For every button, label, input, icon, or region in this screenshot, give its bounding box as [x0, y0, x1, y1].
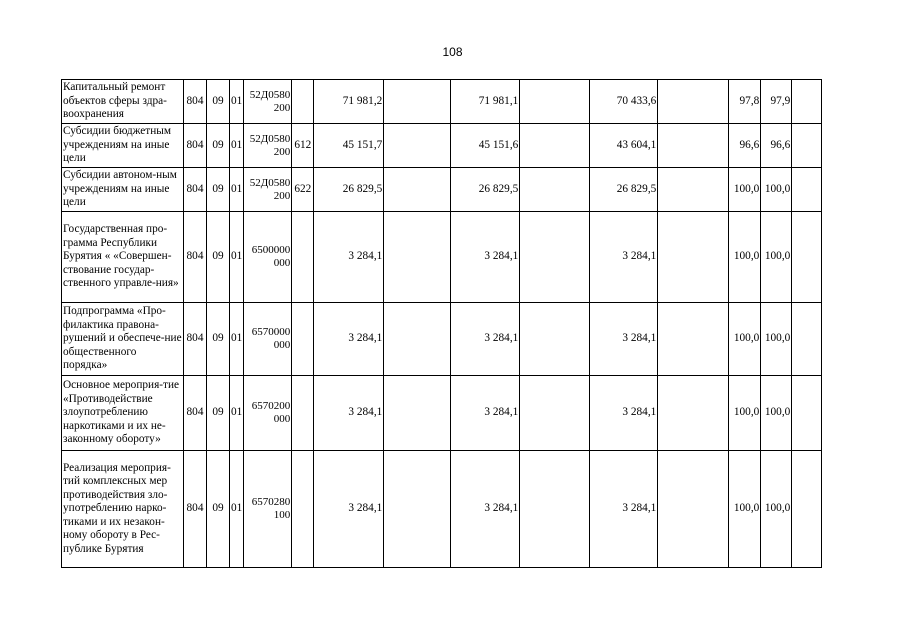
empty-cell [792, 124, 822, 168]
row-name-cell: Капитальный ремонт объектов сферы здра-воохранения [62, 80, 184, 124]
empty-cell [792, 451, 822, 568]
executed-amount-cell: 3 284,1 [590, 303, 658, 376]
row-name-cell: Субсидии бюджетным учреждениям на иные цели [62, 124, 184, 168]
empty-cell [792, 376, 822, 451]
target-article-cell: 52Д0580 200 [244, 80, 292, 124]
approved-amount-cell: 3 284,1 [314, 303, 384, 376]
table-row [62, 168, 822, 212]
subsection-code-cell: 01 [230, 451, 244, 568]
gr-code-cell: 804 [184, 124, 207, 168]
empty-cell [792, 168, 822, 212]
empty-cell [520, 124, 590, 168]
expense-type-cell [292, 303, 314, 376]
executed-amount-cell: 3 284,1 [590, 212, 658, 303]
empty-cell [520, 168, 590, 212]
section-code-cell: 09 [207, 303, 230, 376]
empty-cell [792, 80, 822, 124]
page-number: 108 [442, 45, 463, 59]
percent-approved-cell: 100,0 [729, 168, 761, 212]
row-name-cell: Субсидии автоном-ным учреждениям на иные цели [62, 168, 184, 212]
approved-amount-cell: 45 151,7 [314, 124, 384, 168]
table-row [62, 124, 822, 168]
target-article-cell: 6570280 100 [244, 451, 292, 568]
executed-amount-cell: 70 433,6 [590, 80, 658, 124]
refined-amount-cell: 26 829,5 [451, 168, 520, 212]
row-name-cell: Государственная про-грамма Республики Бурятия « «Совершен-ствование государ-ственного управле-ния» [62, 212, 184, 303]
subsection-code-cell: 01 [230, 303, 244, 376]
executed-amount-cell: 43 604,1 [590, 124, 658, 168]
subsection-code-cell: 01 [230, 376, 244, 451]
target-article-cell: 52Д0580 200 [244, 124, 292, 168]
empty-cell [658, 376, 729, 451]
subsection-code-cell: 01 [230, 124, 244, 168]
empty-cell [384, 376, 451, 451]
percent-refined-cell: 100,0 [761, 212, 792, 303]
empty-cell [792, 212, 822, 303]
empty-cell [520, 80, 590, 124]
target-article-cell: 52Д0580 200 [244, 168, 292, 212]
empty-cell [658, 80, 729, 124]
empty-cell [658, 124, 729, 168]
approved-amount-cell: 3 284,1 [314, 451, 384, 568]
approved-amount-cell: 26 829,5 [314, 168, 384, 212]
percent-approved-cell: 96,6 [729, 124, 761, 168]
empty-cell [384, 168, 451, 212]
empty-cell [520, 376, 590, 451]
target-article-cell: 6570000 000 [244, 303, 292, 376]
gr-code-cell: 804 [184, 303, 207, 376]
expense-type-cell [292, 212, 314, 303]
percent-approved-cell: 100,0 [729, 303, 761, 376]
empty-cell [792, 303, 822, 376]
table-row [62, 80, 822, 124]
percent-refined-cell: 100,0 [761, 303, 792, 376]
empty-cell [384, 80, 451, 124]
empty-cell [658, 451, 729, 568]
empty-cell [658, 212, 729, 303]
percent-approved-cell: 100,0 [729, 376, 761, 451]
executed-amount-cell: 26 829,5 [590, 168, 658, 212]
budget-table [61, 79, 822, 568]
executed-amount-cell: 3 284,1 [590, 451, 658, 568]
section-code-cell: 09 [207, 168, 230, 212]
percent-refined-cell: 96,6 [761, 124, 792, 168]
refined-amount-cell: 3 284,1 [451, 376, 520, 451]
table-row [62, 376, 822, 451]
empty-cell [384, 212, 451, 303]
empty-cell [520, 212, 590, 303]
gr-code-cell: 804 [184, 168, 207, 212]
gr-code-cell: 804 [184, 376, 207, 451]
section-code-cell: 09 [207, 80, 230, 124]
empty-cell [520, 451, 590, 568]
executed-amount-cell: 3 284,1 [590, 376, 658, 451]
expense-type-cell [292, 451, 314, 568]
refined-amount-cell: 3 284,1 [451, 303, 520, 376]
subsection-code-cell: 01 [230, 80, 244, 124]
row-name-cell: Подпрограмма «Про-филактика правона-рушений и обеспече-ние общественного порядка» [62, 303, 184, 376]
section-code-cell: 09 [207, 124, 230, 168]
refined-amount-cell: 3 284,1 [451, 212, 520, 303]
percent-approved-cell: 100,0 [729, 212, 761, 303]
empty-cell [384, 124, 451, 168]
gr-code-cell: 804 [184, 80, 207, 124]
percent-refined-cell: 100,0 [761, 168, 792, 212]
target-article-cell: 6500000 000 [244, 212, 292, 303]
section-code-cell: 09 [207, 451, 230, 568]
row-name-cell: Реализация мероприя-тий комплексных мер противодействия зло-употреблению нарко-тиками и их незакон-ному обороту в Рес-публике Бурятия [62, 451, 184, 568]
empty-cell [384, 451, 451, 568]
table-row [62, 212, 822, 303]
table-body [62, 80, 822, 568]
empty-cell [384, 303, 451, 376]
approved-amount-cell: 3 284,1 [314, 212, 384, 303]
table-row [62, 303, 822, 376]
row-name-cell: Основное мероприя-тие «Противодействие злоупотреблению наркотиками и их не-законному обороту» [62, 376, 184, 451]
refined-amount-cell: 3 284,1 [451, 451, 520, 568]
refined-amount-cell: 45 151,6 [451, 124, 520, 168]
percent-refined-cell: 100,0 [761, 376, 792, 451]
percent-approved-cell: 100,0 [729, 451, 761, 568]
empty-cell [658, 303, 729, 376]
expense-type-cell: 612 [292, 124, 314, 168]
empty-cell [658, 168, 729, 212]
section-code-cell: 09 [207, 376, 230, 451]
expense-type-cell [292, 376, 314, 451]
refined-amount-cell: 71 981,1 [451, 80, 520, 124]
expense-type-cell [292, 80, 314, 124]
section-code-cell: 09 [207, 212, 230, 303]
gr-code-cell: 804 [184, 212, 207, 303]
empty-cell [520, 303, 590, 376]
table-row [62, 451, 822, 568]
percent-refined-cell: 100,0 [761, 451, 792, 568]
approved-amount-cell: 71 981,2 [314, 80, 384, 124]
subsection-code-cell: 01 [230, 212, 244, 303]
subsection-code-cell: 01 [230, 168, 244, 212]
percent-refined-cell: 97,9 [761, 80, 792, 124]
gr-code-cell: 804 [184, 451, 207, 568]
target-article-cell: 6570200 000 [244, 376, 292, 451]
approved-amount-cell: 3 284,1 [314, 376, 384, 451]
percent-approved-cell: 97,8 [729, 80, 761, 124]
expense-type-cell: 622 [292, 168, 314, 212]
